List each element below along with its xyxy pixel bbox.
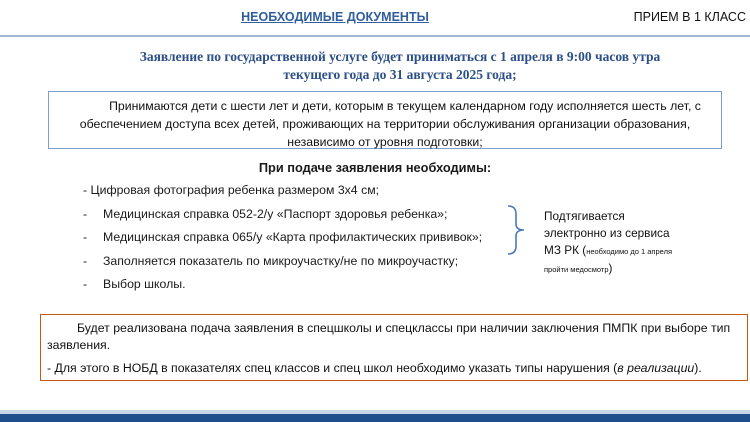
list-item: - Заполняется показатель по микроучастку/не по микроучастку; <box>83 253 459 268</box>
eligibility-box <box>48 91 722 149</box>
announcement-line-2: текущего года до 31 августа 2025 года; <box>283 67 517 82</box>
section-label: ПРИЕМ В 1 КЛАСС <box>633 10 746 24</box>
side-note-line-3: МЗ РК (необходимо до 1 апреля <box>544 243 673 257</box>
side-note-line-2: электронно из сервиса <box>544 226 670 240</box>
list-item: - Медицинская справка 065/у «Карта профилактических прививок»; <box>83 230 483 245</box>
requirements-heading: При подаче заявления необходимы: <box>258 160 492 175</box>
requirements-list <box>83 183 523 301</box>
list-item: - Цифровая фотография ребенка размером 3х4 см; <box>83 183 380 197</box>
eligibility-line-2: обеспечением доступа всех детей, проживающих на территории обслуживания организации образования, <box>79 117 691 131</box>
special-schools-paragraph: Будет реализована подача заявления в спецшколы и спецклассы при наличии заключения ПМПК при выборе тип заявления. <box>47 321 731 352</box>
eligibility-line-1: Принимаются дети с шести лет и дети, которым в текущем календарном году исполняется шесть лет, с <box>109 99 701 113</box>
announcement <box>90 48 710 84</box>
header-divider <box>0 35 750 37</box>
eligibility-line-3: независимо от уровня подготовки; <box>287 135 483 149</box>
announcement-line-1: Заявление по государственной услуге будет приниматься с 1 апреля в 9:00 часов утра <box>139 49 661 64</box>
curly-brace-icon <box>506 204 530 256</box>
medical-service-note <box>544 208 744 278</box>
special-schools-box <box>40 314 748 381</box>
footer-band <box>0 410 750 422</box>
list-item: - Выбор школы. <box>83 277 186 292</box>
side-note-line-1: Подтягивается <box>544 209 625 223</box>
nobd-paragraph: - Для этого в НОБД в показателях спец классов и спец школ необходимо указать типы нарушения (в реализации). <box>47 361 702 375</box>
side-note-line-4: пройти медосмотр) <box>544 261 613 275</box>
list-item: - Медицинская справка 052-2/у «Паспорт здоровья ребенка»; <box>83 206 448 221</box>
page-title: НЕОБХОДИМЫЕ ДОКУМЕНТЫ <box>241 10 429 24</box>
